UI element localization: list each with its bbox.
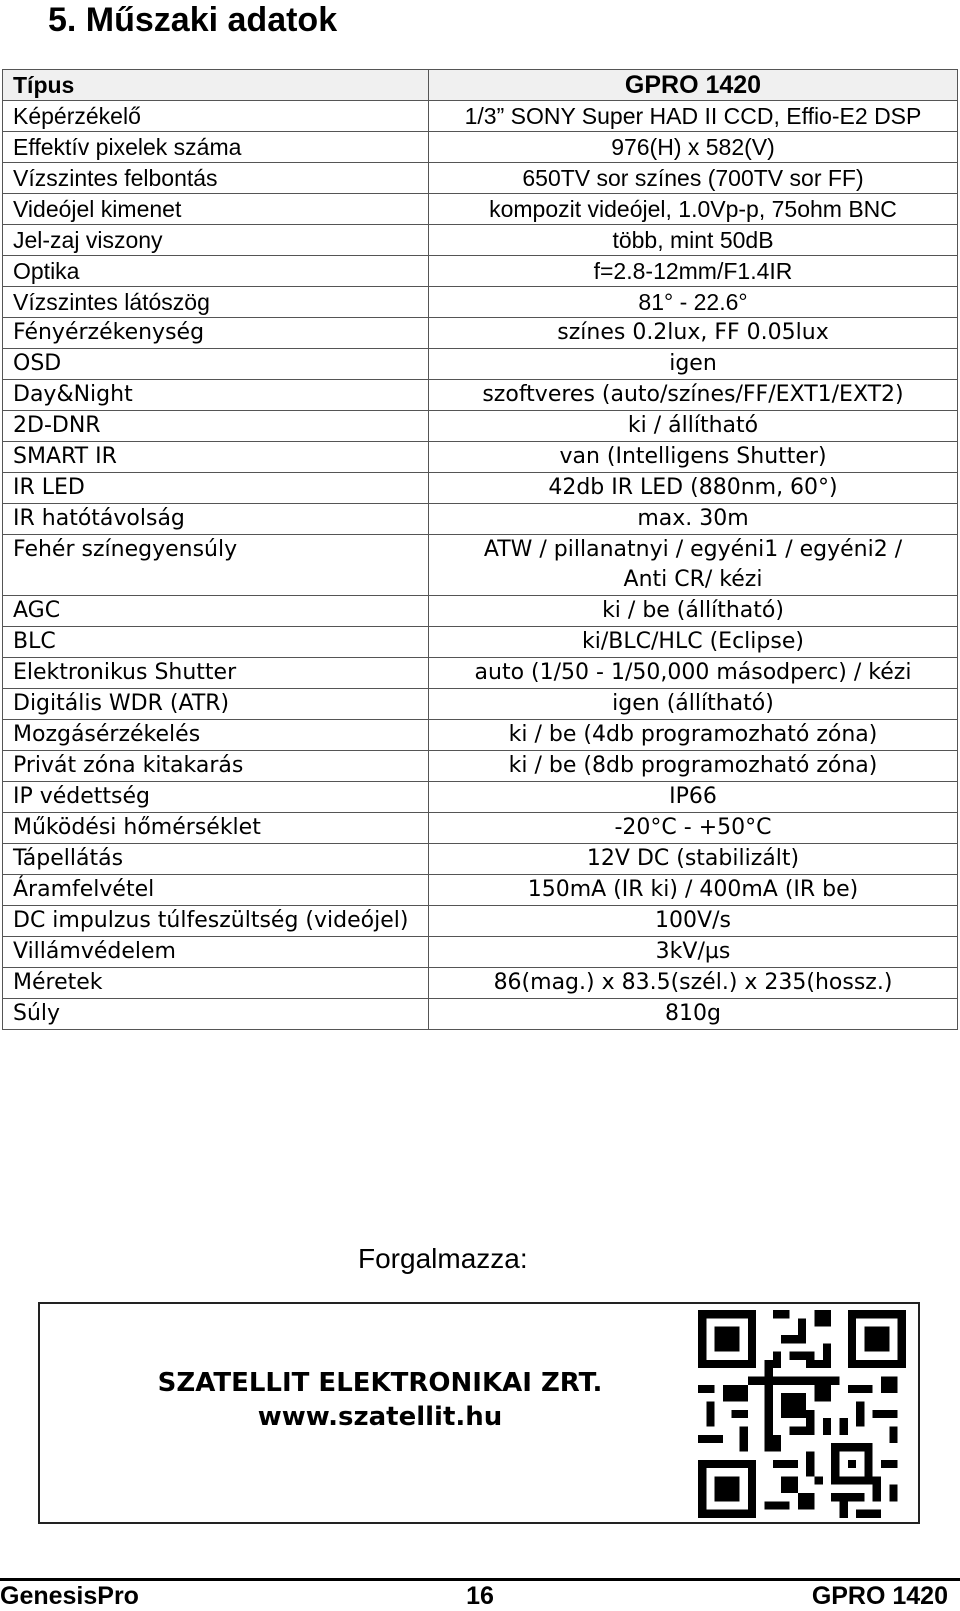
table-row	[3, 411, 958, 442]
table-row	[3, 906, 958, 937]
spec-value: f=2.8-12mm/F1.4IR	[429, 256, 958, 287]
table-row	[3, 256, 958, 287]
table-row	[3, 225, 958, 256]
section-title: 5. Műszaki adatok	[48, 1, 338, 39]
spec-value: színes 0.2lux, FF 0.05lux	[429, 318, 958, 349]
spec-value: 81° - 22.6°	[429, 287, 958, 318]
company-website: www.szatellit.hu	[257, 1402, 503, 1432]
qr-code-icon	[698, 1310, 906, 1518]
spec-value: ki / be (állítható)	[429, 596, 958, 627]
page-footer	[0, 1578, 960, 1609]
spec-value-line: Anti CR/ kézi	[623, 567, 763, 592]
page-number: 16	[466, 1582, 494, 1610]
spec-value: 810g	[429, 999, 958, 1030]
spec-value: GPRO 1420	[429, 70, 958, 101]
spec-label: Villámvédelem	[3, 937, 429, 968]
table-row	[3, 163, 958, 194]
table-row	[3, 194, 958, 225]
table-row	[3, 596, 958, 627]
table-row	[3, 937, 958, 968]
spec-table	[2, 69, 958, 1030]
spec-label: Áramfelvétel	[3, 875, 429, 906]
spec-value: igen	[429, 349, 958, 380]
spec-label: Elektronikus Shutter	[3, 658, 429, 689]
spec-label: IP védettség	[3, 782, 429, 813]
spec-label: Privát zóna kitakarás	[3, 751, 429, 782]
table-row	[3, 535, 958, 596]
spec-label: AGC	[3, 596, 429, 627]
spec-value: több, mint 50dB	[429, 225, 958, 256]
spec-value: 100V/s	[429, 906, 958, 937]
table-row	[3, 132, 958, 163]
spec-value: szoftveres (auto/színes/FF/EXT1/EXT2)	[429, 380, 958, 411]
table-row	[3, 627, 958, 658]
spec-label: Effektív pixelek száma	[3, 132, 429, 163]
spec-label: Jel-zaj viszony	[3, 225, 429, 256]
table-row	[3, 349, 958, 380]
spec-label: Optika	[3, 256, 429, 287]
spec-label: 2D-DNR	[3, 411, 429, 442]
table-row	[3, 720, 958, 751]
spec-label: SMART IR	[3, 442, 429, 473]
spec-value: 1/3” SONY Super HAD II CCD, Effio-E2 DSP	[429, 101, 958, 132]
table-row	[3, 999, 958, 1030]
spec-value: 3kV/µs	[429, 937, 958, 968]
spec-value: 12V DC (stabilizált)	[429, 844, 958, 875]
spec-value: 650TV sor színes (700TV sor FF)	[429, 163, 958, 194]
table-row	[3, 442, 958, 473]
spec-value: igen (állítható)	[429, 689, 958, 720]
table-row	[3, 658, 958, 689]
spec-value: 42db IR LED (880nm, 60°)	[429, 473, 958, 504]
spec-label: Képérzékelő	[3, 101, 429, 132]
table-row	[3, 813, 958, 844]
table-row	[3, 504, 958, 535]
table-row	[3, 844, 958, 875]
spec-header-row	[3, 70, 958, 101]
table-row	[3, 875, 958, 906]
distributor-info	[110, 1366, 650, 1434]
spec-label: Day&Night	[3, 380, 429, 411]
spec-value-line: ATW / pillanatnyi / egyéni1 / egyéni2 /	[483, 537, 903, 562]
spec-label: Méretek	[3, 968, 429, 999]
distributor-box	[38, 1302, 920, 1524]
table-row	[3, 318, 958, 349]
table-row	[3, 380, 958, 411]
spec-label: Fényérzékenység	[3, 318, 429, 349]
spec-label: DC impulzus túlfeszültség (videójel)	[3, 906, 429, 937]
spec-value: van (Intelligens Shutter)	[429, 442, 958, 473]
spec-label: OSD	[3, 349, 429, 380]
spec-label: IR LED	[3, 473, 429, 504]
spec-value: ki / állítható	[429, 411, 958, 442]
table-row	[3, 968, 958, 999]
spec-value: 976(H) x 582(V)	[429, 132, 958, 163]
table-row	[3, 287, 958, 318]
spec-value: ki/BLC/HLC (Eclipse)	[429, 627, 958, 658]
company-name: SZATELLIT ELEKTRONIKAI ZRT.	[157, 1368, 603, 1398]
spec-label: Videójel kimenet	[3, 194, 429, 225]
footer-model: GPRO 1420	[811, 1582, 948, 1610]
spec-label: Vízszintes látószög	[3, 287, 429, 318]
spec-value: IP66	[429, 782, 958, 813]
spec-value: ki / be (8db programozható zóna)	[429, 751, 958, 782]
spec-value: 150mA (IR ki) / 400mA (IR be)	[429, 875, 958, 906]
table-row	[3, 689, 958, 720]
table-row	[3, 101, 958, 132]
spec-label: Mozgásérzékelés	[3, 720, 429, 751]
spec-value	[429, 535, 958, 596]
spec-label: Digitális WDR (ATR)	[3, 689, 429, 720]
footer-brand: GenesisPro	[0, 1582, 139, 1610]
spec-label: Tápellátás	[3, 844, 429, 875]
spec-label: BLC	[3, 627, 429, 658]
spec-value: max. 30m	[429, 504, 958, 535]
table-row	[3, 473, 958, 504]
spec-label: Típus	[3, 70, 429, 101]
spec-label: Működési hőmérséklet	[3, 813, 429, 844]
spec-value: ki / be (4db programozható zóna)	[429, 720, 958, 751]
distributor-label: Forgalmazza:	[358, 1243, 528, 1274]
spec-label: Vízszintes felbontás	[3, 163, 429, 194]
spec-value: -20°C - +50°C	[429, 813, 958, 844]
spec-label: Súly	[3, 999, 429, 1030]
spec-value: 86(mag.) x 83.5(szél.) x 235(hossz.)	[429, 968, 958, 999]
spec-label: Fehér színegyensúly	[3, 535, 429, 596]
spec-label: IR hatótávolság	[3, 504, 429, 535]
spec-value: auto (1/50 - 1/50,000 másodperc) / kézi	[429, 658, 958, 689]
spec-value: kompozit videójel, 1.0Vp-p, 75ohm BNC	[429, 194, 958, 225]
table-row	[3, 782, 958, 813]
table-row	[3, 751, 958, 782]
